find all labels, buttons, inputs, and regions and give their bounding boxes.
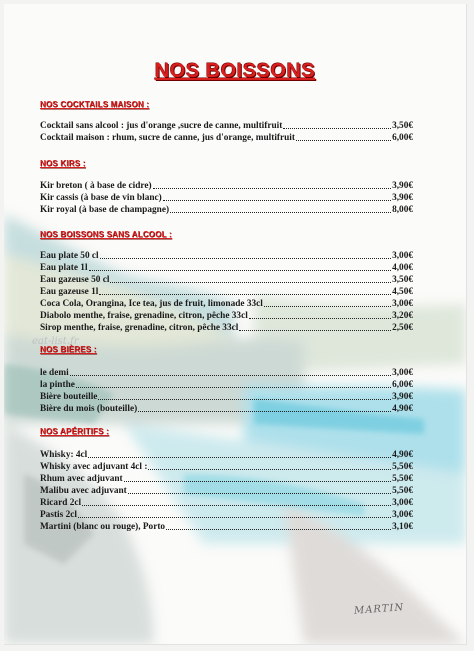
menu-item-price: 5,50€ — [392, 486, 413, 496]
menu-item-label: la pinthe — [40, 380, 75, 390]
menu-item-price: 5,50€ — [392, 474, 413, 484]
menu-item — [40, 521, 413, 533]
menu-item-label: Eau plate 50 cl — [40, 251, 99, 261]
dot-leader — [138, 411, 391, 412]
menu-item — [40, 379, 413, 391]
dot-leader — [88, 457, 391, 458]
menu-item — [40, 485, 413, 497]
menu-item — [40, 310, 413, 322]
menu-item-label: Cocktail maison : rhum, sucre de canne, jus d'orange, multifruit — [40, 133, 295, 143]
menu-item-price: 3,50€ — [392, 275, 413, 285]
menu-item-label: Diabolo menthe, fraise, grenadine, citron, pêche 33cl — [40, 311, 248, 321]
dot-leader — [100, 258, 391, 259]
menu-item-label: Malibu avec adjuvant — [40, 486, 127, 496]
menu-item-label: Martini (blanc ou rouge), Porto — [40, 522, 166, 532]
menu-item-label: Kir breton ( à base de cidre) — [40, 181, 152, 191]
dot-leader — [239, 330, 391, 331]
dot-leader — [148, 469, 391, 470]
menu-item-label: Eau gazeuse 50 cl — [40, 275, 110, 285]
dot-leader — [78, 517, 391, 518]
menu-item — [40, 461, 413, 473]
dot-leader — [166, 529, 391, 530]
section-title-beers: NOS BIÈRES : — [40, 345, 97, 354]
dot-leader — [70, 375, 391, 376]
dot-leader — [99, 294, 391, 295]
dot-leader — [163, 200, 391, 201]
menu-item-label: Cocktail sans alcool : jus d'orange ,sucre de canne, multifruit — [40, 121, 283, 131]
menu-item — [40, 497, 413, 509]
menu-item-price: 3,00€ — [392, 510, 413, 520]
menu-item-label: Eau gazeuse 1l — [40, 287, 99, 297]
dot-leader — [128, 493, 391, 494]
menu-item-price: 4,50€ — [392, 287, 413, 297]
menu-item — [40, 473, 413, 485]
menu-item — [40, 262, 413, 274]
menu-item-label: le demi — [40, 368, 69, 378]
section-title-cocktails: NOS COCKTAILS MAISON : — [40, 100, 150, 109]
dot-leader — [124, 481, 391, 482]
menu-item — [40, 286, 413, 298]
menu-item — [40, 120, 413, 132]
menu-item — [40, 132, 413, 144]
menu-item — [40, 204, 413, 216]
menu-item-price: 6,00€ — [392, 133, 413, 143]
menu-item-label: Ricard 2cl — [40, 498, 82, 508]
dot-leader — [153, 188, 392, 189]
dot-leader — [264, 306, 391, 307]
dot-leader — [98, 399, 391, 400]
artist-signature: MARTIN — [353, 602, 405, 617]
menu-item-label: Kir cassis (à base de vin blanc) — [40, 193, 162, 203]
menu-item — [40, 449, 413, 461]
menu-page — [4, 4, 467, 645]
menu-item-price: 4,00€ — [392, 263, 413, 273]
menu-item-label: Rhum avec adjuvant — [40, 474, 123, 484]
menu-item-label: Whisky: 4cl — [40, 450, 88, 460]
dot-leader — [82, 505, 391, 506]
menu-item-price: 6,00€ — [392, 380, 413, 390]
menu-item-price: 3,00€ — [392, 498, 413, 508]
menu-item — [40, 367, 413, 379]
menu-item — [40, 391, 413, 403]
menu-item-label: Sirop menthe, fraise, grenadine, citron, pêche 33cl — [40, 323, 239, 333]
menu-item-label: Bière du mois (bouteille) — [40, 404, 138, 414]
section-title-kirs: NOS KIRS : — [40, 159, 86, 168]
menu-item-price: 3,00€ — [392, 251, 413, 261]
menu-item — [40, 403, 413, 415]
menu-item-price: 3,20€ — [392, 311, 413, 321]
section-title-soft-drinks: NOS BOISSONS SANS ALCOOL : — [40, 230, 172, 239]
menu-item-price: 3,50€ — [392, 121, 413, 131]
dot-leader — [76, 387, 391, 388]
watermark: eat-list.fr — [32, 336, 79, 347]
menu-item — [40, 180, 413, 192]
menu-item-price: 3,00€ — [392, 299, 413, 309]
menu-item-price: 2,50€ — [392, 323, 413, 333]
menu-item — [40, 322, 413, 334]
menu-item-label: Eau plate 1l — [40, 263, 88, 273]
menu-item — [40, 298, 413, 310]
menu-item-label: Bière bouteille — [40, 392, 98, 402]
dot-leader — [89, 270, 392, 271]
dot-leader — [296, 140, 391, 141]
dot-leader — [170, 212, 391, 213]
menu-item-price: 3,10€ — [392, 522, 413, 532]
menu-item-price: 3,90€ — [392, 193, 413, 203]
menu-item-price: 4,90€ — [392, 404, 413, 414]
menu-item — [40, 274, 413, 286]
menu-item-price: 5,50€ — [392, 462, 413, 472]
menu-item-price: 3,90€ — [392, 181, 413, 191]
menu-item-price: 3,90€ — [392, 392, 413, 402]
menu-item-price: 8,00€ — [392, 205, 413, 215]
dot-leader — [249, 318, 391, 319]
menu-item-label: Coca Cola, Orangina, Ice tea, jus de fruit, limonade 33cl — [40, 299, 263, 309]
menu-item — [40, 509, 413, 521]
menu-item-price: 3,00€ — [392, 368, 413, 378]
menu-item-price: 4,90€ — [392, 450, 413, 460]
menu-item-label: Whisky avec adjuvant 4cl : — [40, 462, 148, 472]
dot-leader — [283, 128, 391, 129]
dot-leader — [110, 282, 391, 283]
menu-item — [40, 250, 413, 262]
menu-item-label: Pastis 2cl — [40, 510, 77, 520]
menu-item — [40, 192, 413, 204]
section-title-aperitifs: NOS APÉRITIFS : — [40, 427, 109, 436]
page-title: NOS BOISSONS — [154, 60, 316, 82]
menu-item-label: Kir royal (à base de champagne) — [40, 205, 170, 215]
